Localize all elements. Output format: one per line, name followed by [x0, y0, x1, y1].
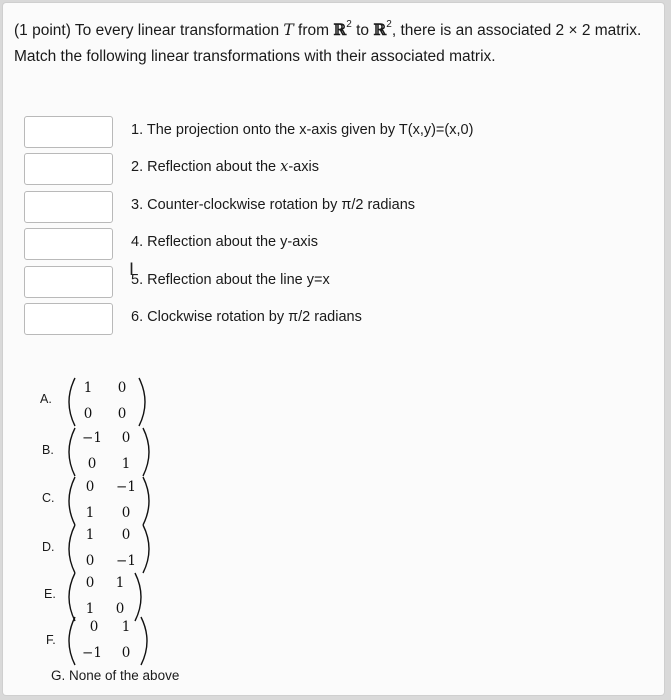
- matrix-brackets: [63, 475, 153, 527]
- transformation-item-1: [131, 122, 473, 138]
- matrix-entry: 1: [85, 601, 95, 617]
- option-f-matrix: [63, 615, 153, 667]
- matrix-entry: 0: [83, 406, 93, 422]
- answer-input-2[interactable]: [24, 153, 113, 185]
- item-variable: x: [280, 159, 289, 175]
- matrix-entry: 0: [85, 553, 95, 569]
- item-text: Reflection about the line y=x: [147, 272, 330, 288]
- transformation-item-3: [131, 197, 415, 213]
- item-number: 3.: [131, 197, 144, 213]
- matrix-entry: 0: [87, 456, 97, 472]
- matrix-entry: 1: [85, 527, 95, 543]
- domain-symbol: ℝ: [333, 20, 347, 39]
- answer-input-4[interactable]: [24, 228, 113, 260]
- from-word: from: [298, 22, 330, 39]
- item-number: 4.: [131, 234, 144, 250]
- transformation-item-2: [131, 159, 319, 175]
- answer-input-5[interactable]: [24, 266, 113, 298]
- option-b-label: B.: [42, 443, 54, 457]
- text-cursor-icon: I: [129, 260, 135, 280]
- points-label: (1 point): [14, 22, 71, 39]
- question-intro: To every linear transformation: [74, 22, 280, 39]
- answer-input-3[interactable]: [24, 191, 113, 223]
- transformation-item-6: [131, 309, 362, 325]
- matrix-entry: 0: [89, 619, 99, 635]
- codomain-symbol: ℝ: [373, 20, 387, 39]
- matrix-entry: 0: [121, 430, 131, 446]
- matrix-entry: 0: [121, 505, 131, 521]
- option-a-matrix: [63, 376, 153, 428]
- matrix-entry: 0: [121, 527, 131, 543]
- answer-input-1[interactable]: [24, 116, 113, 148]
- matrix-entry: 1: [121, 619, 131, 635]
- matrix-entry: 0: [115, 601, 125, 617]
- answer-input-6[interactable]: [24, 303, 113, 335]
- item-number: 5.: [131, 272, 144, 288]
- item-text: Counter-clockwise rotation by π/2 radians: [147, 197, 416, 213]
- option-b-matrix: [63, 426, 153, 478]
- t-symbol: T: [283, 21, 294, 39]
- item-text: Reflection about the: [147, 159, 281, 175]
- item-number: 1.: [131, 122, 144, 138]
- matrix-brackets: [63, 426, 153, 478]
- matrix-entry: 1: [121, 456, 131, 472]
- item-text-end: -axis: [288, 159, 319, 175]
- matrix-entry: 0: [85, 575, 95, 591]
- matrix-entry: −1: [116, 553, 136, 569]
- option-f-label: F.: [46, 633, 56, 647]
- matrix-entry: 0: [117, 406, 127, 422]
- matrix-entry: 1: [83, 380, 93, 396]
- option-d-label: D.: [42, 540, 55, 554]
- option-g-label: G. None of the above: [51, 668, 180, 683]
- item-number: 2.: [131, 159, 144, 175]
- item-text: Reflection about the y-axis: [147, 234, 318, 250]
- matrix-entry: 0: [121, 645, 131, 661]
- option-d-matrix: [63, 523, 153, 575]
- matrix-entry: −1: [82, 645, 102, 661]
- option-c-label: C.: [42, 491, 55, 505]
- option-e-label: E.: [44, 587, 56, 601]
- to-word: to: [356, 22, 370, 39]
- matrix-brackets: [63, 615, 153, 667]
- option-a-label: A.: [40, 392, 52, 406]
- matrix-entry: 0: [117, 380, 127, 396]
- domain-exponent: 2: [346, 19, 352, 30]
- matrix-brackets: [63, 523, 153, 575]
- matrix-entry: 1: [85, 505, 95, 521]
- codomain-exponent: 2: [386, 19, 392, 30]
- item-text: Clockwise rotation by π/2 radians: [147, 309, 362, 325]
- item-number: 6.: [131, 309, 144, 325]
- problem-panel: [3, 3, 664, 695]
- transformation-item-5: [131, 272, 330, 288]
- option-c-matrix: [63, 475, 153, 527]
- matrix-entry: 0: [85, 479, 95, 495]
- question-text: [14, 17, 654, 70]
- matrix-entry: −1: [116, 479, 136, 495]
- question-line2: 2 × 2 matrix. Match the following linear transformations with their associated matrix.: [14, 22, 642, 65]
- transformation-item-4: [131, 234, 318, 250]
- matrix-entry: 1: [115, 575, 125, 591]
- matrix-entry: −1: [82, 430, 102, 446]
- item-text: The projection onto the x-axis given by T(x,y)=(x,0): [146, 122, 474, 138]
- question-continuation: , there is an associated: [391, 22, 552, 39]
